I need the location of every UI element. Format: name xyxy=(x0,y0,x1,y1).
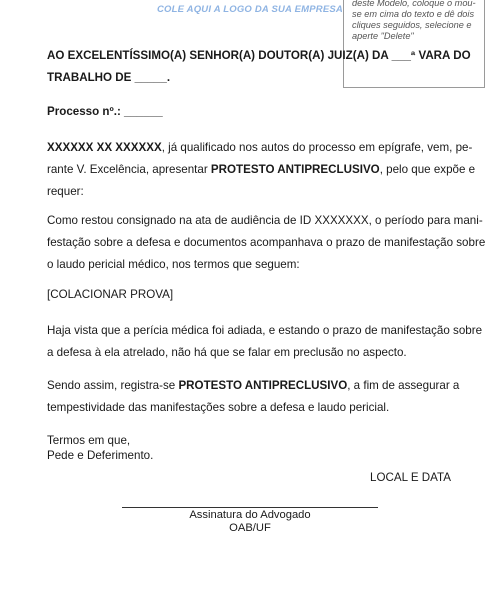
paragraph-line: o laudo pericial médico, nos termos que seguem: xyxy=(47,258,300,271)
paragraph-line: a defesa à ela atrelado, não há que se falar em preclusão no aspecto. xyxy=(47,346,407,359)
closing xyxy=(47,433,451,463)
protest-title: PROTESTO ANTIPRECLUSIVO xyxy=(210,163,380,176)
signature-name: Assinatura do Advogado xyxy=(189,509,311,521)
intro-line: requer: xyxy=(47,185,84,198)
tip-line: se em cima do texto e dê dois xyxy=(352,9,475,19)
address-line: TRABALHO DE _____. xyxy=(47,71,171,84)
paragraph-line: Como restou consignado na ata de audiência de ID XXXXXXX, o período para mani- xyxy=(47,214,483,227)
intro-paragraph xyxy=(47,137,476,203)
closing-line: Termos em que, xyxy=(47,434,131,447)
hearing-paragraph xyxy=(47,210,486,276)
tip-line: cliques seguidos, selecione e xyxy=(352,20,472,30)
proof-line: [COLACIONAR PROVA] xyxy=(47,288,174,301)
party-name: XXXXXX XX XXXXXX xyxy=(47,141,162,154)
place-date: LOCAL E DATA xyxy=(370,471,451,484)
process-line: Processo nº.: ______ xyxy=(47,105,163,118)
address-line: AO EXCELENTÍSSIMO(A) SENHOR(A) DOUTOR(A) JUIZ(A) DA ___ª VARA DO xyxy=(47,49,471,62)
intro-line xyxy=(47,137,473,159)
court-address xyxy=(47,45,471,89)
intro-text: , já qualificado nos autos do processo em epígrafe, vem, pe- xyxy=(161,141,473,154)
process-number xyxy=(47,101,451,123)
paragraph-line: tempestividade das manifestações sobre a defesa e laudo pericial. xyxy=(47,401,390,414)
signature-line xyxy=(122,507,378,508)
conclusion-text: Sendo assim, registra-se xyxy=(47,379,179,392)
paragraph-line xyxy=(47,375,460,397)
signature-block xyxy=(122,509,378,535)
paragraph-line: festação sobre a defesa e documentos acompanhava o prazo de manifestação sobre xyxy=(47,236,486,249)
closing-line: Pede e Deferimento. xyxy=(47,449,154,462)
proof-placeholder xyxy=(47,284,451,306)
conclusion-text: , a fim de assegurar a xyxy=(347,379,460,392)
postponement-paragraph xyxy=(47,320,483,364)
intro-text: , pelo que expõe e xyxy=(379,163,476,176)
conclusion-paragraph xyxy=(47,375,460,419)
intro-text: rante V. Excelência, apresentar xyxy=(47,163,211,176)
tip-line: deste Modelo, coloque o mou- xyxy=(352,0,476,8)
paragraph-line: Haja vista que a perícia médica foi adiada, e estando o prazo de manifestação sobre xyxy=(47,324,483,337)
tip-line: aperte "Delete" xyxy=(352,31,414,41)
signature-oab: OAB/UF xyxy=(229,522,271,534)
logo-placeholder: COLE AQUI A LOGO DA SUA EMPRESA xyxy=(156,4,343,15)
intro-line xyxy=(47,159,476,181)
protest-title: PROTESTO ANTIPRECLUSIVO xyxy=(178,379,348,392)
